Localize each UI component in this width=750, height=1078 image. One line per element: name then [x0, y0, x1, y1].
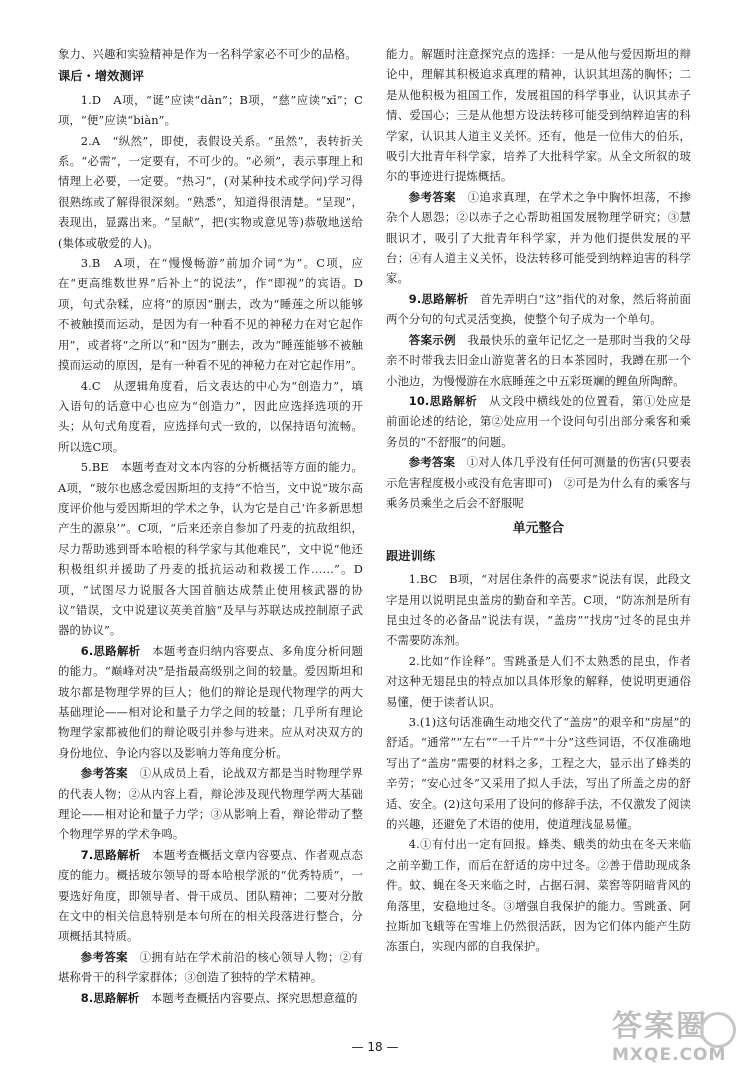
example-answer-label: 答案示例 — [408, 332, 456, 347]
watermark-url: MXQE.COM — [612, 1045, 727, 1065]
watermark-stamp-icon — [700, 1012, 736, 1048]
answer-item-10-analysis: 10.思路解析 从文段中横线处的位置看，第①处应是前面论述的结论，第②处应用一个设问句引出部分乘客和乘务员的“不舒服”的问题。 — [386, 393, 691, 449]
answer-item-1: 1.D A项，“诞”应读“dàn”；B项，“慈”应读“xī”；C项，“便”应读“biàn”。 — [58, 92, 363, 128]
answer-item-6-reference: 参考答案 ①从成员上看，论战双方都是当时物理学界的代表人物；②从内容上看，辩论涉及现代物理学两大基础理论——相对论和量子力学；③从影响上看，辩论带动了整个物理学界的学术争鸣。 — [58, 766, 363, 842]
answer-item-2: 2.A “纵然”，即使，表假设关系。“虽然”，表转折关系。“必需”，一定要有，不可少的。“必须”，表示事理上和情理上必要，一定要。“热习”，(对某种技术或学问)学习得很熟练或了解得很深刻。“熟悉”，知道得很清楚。“呈现”，表现出，显露出来。“呈献”，把(实物或意见等)恭敬地送给(集体或敬爱的人)。 — [58, 133, 363, 250]
answer-item-8-continued: 能力。解题时注意探究点的选择：一是从他与爱因斯坦的辩论中，理解其积极追求真理的精神，认识其坦荡的胸怀；二是从他积极为祖国工作，发展祖国的科学事业，认识其赤子情、爱国心；三是从他想方设法转移可能受到纳粹迫害的科学家，认识其人道主义关怀。还有，他是一位伟大的伯乐，吸引大批青年科学家，培养了大批科学家。从全文所叙的玻尔的事迹进行提炼概括。 — [386, 47, 691, 184]
answer-item-9-example: 答案示例 我最快乐的童年记忆之一是那时当我的父母亲不时带我去旧金山游览著名的日本茶园时，我蹲在那一个小池边，为慢慢游在水底睡莲之中五彩斑斓的鲤鱼所陶醉。 — [386, 332, 691, 388]
answer-item-3: 3.B A项，在“慢慢畅游”前加介词“为”。C项，应在“更高维数世界”后补上“的说法”，作“即视”的宾语。D项，句式杂糅，应将“的原因”删去，改为“睡莲之所以能够不被触摸而运动，是因为有一种看不见的神秘力在对它起作用”，或者将“之所以”和“因为”删去，改为“睡莲能够不被触摸而运动的原因，是有一种看不见的神秘力在对它起作用”。 — [58, 256, 363, 373]
answer-item-7-analysis: 7.思路解析 本题考查概括文章内容要点、作者观点态度的能力。概括玻尔领导的哥本哈根学派的“优秀特质”，一要选好角度，即领导者、骨干成员、团队精神；二要对分散在文中的相关信息特别是本句所在的相关段落进行整合，分项概括其特质。 — [58, 847, 363, 944]
intro-text: 象力、兴趣和实验精神是作为一名科学家必不可少的品格。 — [58, 47, 357, 61]
left-column — [58, 44, 363, 1008]
answer-item-4: 4.C 从逻辑角度看，后文表达的中心为“创造力”，填入语句的话意中心也应为“创造力”，因此应选择选项的开头；从句式角度看，应选择句式一致的，以保持语句流畅。所以选C项。 — [58, 378, 363, 454]
page — [58, 44, 698, 1034]
section-title-follow-up: 跟进训练 — [386, 548, 436, 563]
item-label: 7.思路解析 — [80, 847, 141, 862]
follow-up-item-4: 4.①有付出一定有回报。蜂类、蛾类的幼虫在冬天来临之前辛勤工作，而后在舒适的房中过冬。②善于借助现成条件。蚊、蝇在冬天来临之时，占据石洞、菜窖等阴暗背风的角落里，安稳地过冬。③增强自我保护的能力。雪跳蚤、阿拉斯加飞蛾等在雪堆上仍然很活跃，因为它们体内能产生防冻蛋白，实现内部的自我保护。 — [386, 837, 691, 954]
answer-item-8-analysis: 8.思路解析 本题考查概括内容要点、探究思想意蕴的 — [80, 990, 358, 1005]
reference-answer-label: 参考答案 — [80, 766, 128, 781]
item-label: 9.思路解析 — [408, 291, 469, 306]
answer-item-6-analysis: 6.思路解析 本题考查归纳内容要点、多角度分析问题的能力。“巅峰对决”是指最高级别之间的较量。爱因斯坦和玻尔都是物理学界的巨人；他们的辩论是现代物理学的两大基础理论——相对论和量子力学之间的较量；几乎所有理论物理学家都被他们的辩论吸引并参与进来。应从对决双方的身份地位、争论内容以及影响力等角度分析。 — [58, 643, 363, 760]
follow-up-item-2: 2.比如“作诠释”。雪跳蚤是人们不太熟悉的昆虫，作者对这种无翅昆虫的特点加以具体形象的解释，使说明更通俗易懂，便于读者认识。 — [386, 653, 691, 709]
answer-item-8-reference: 参考答案 ①追求真理，在学术之争中胸怀坦荡，不掺杂个人恩怨；②以赤子之心帮助祖国发展物理学研究；③慧眼识才，吸引了大批青年科学家，并为他们提供发展的平台；④有人道主义关怀，设法转移可能受到纳粹迫害的科学家。 — [386, 189, 691, 286]
page-number: — 18 — — [351, 1040, 399, 1054]
answer-item-9-analysis: 9.思路解析 首先弄明白“这”指代的对象，然后将前面两个分句的句式灵活变换，使整个句子成为一个单句。 — [386, 291, 691, 327]
answer-item-7-reference: 参考答案 ①拥有站在学术前沿的核心领导人物；②有堪称骨干的科学家群体；③创造了独特的学术精神。 — [58, 949, 363, 985]
watermark-logo — [612, 1010, 742, 1072]
follow-up-item-1: 1.BC B项，“对居住条件的高要求”说法有误，此段文字是用以说明昆虫盖房的勤奋和辛苦。C项，“防冻剂是所有昆虫过冬的必备品”说法有误，“盖房”“找房”过冬的昆虫并不需要防冻剂。 — [386, 572, 691, 648]
follow-up-item-3: 3.(1)这句话准确生动地交代了“盖房”的艰辛和“房屋”的舒适。“通常”“左右”“一千片”“十分”这些词语，不仅准确地写出了“盖房”需要的材料之多，工程之大，显示出了蜂类的辛劳；“安心过冬”又采用了拟人手法，写出了所盖之房的舒适、安全。(2)这句采用了设问的修辞手法，不仅激发了阅读的兴趣，还避免了术语的使用，使道理浅显易懂。 — [386, 715, 691, 832]
watermark-title: 答案圈 — [612, 1009, 708, 1044]
reference-answer-label: 参考答案 — [80, 949, 128, 964]
item-label: 6.思路解析 — [80, 643, 141, 658]
item-label: 8.思路解析 — [80, 990, 140, 1005]
right-column — [386, 44, 691, 957]
section-title-homework: 课后・增效测评 — [58, 69, 145, 84]
unit-summary-title: 单元整合 — [512, 521, 565, 537]
item-label: 10.思路解析 — [408, 393, 478, 408]
reference-answer-label: 参考答案 — [408, 189, 456, 204]
reference-answer-label: 参考答案 — [408, 455, 456, 470]
answer-item-5: 5.BE 本题考查对文本内容的分析概括等方面的能力。A项，“玻尔也感念爱因斯坦的支持”不恰当，文中说“玻尔高度评价他与爱因斯坦的学术之争，认为它是自己‘许多新思想产生的源泉’”。C项，“后来还亲自参加了丹麦的抗敌组织，尽力帮助逃到哥本哈根的科学家与其他难民”，文中说“他还积极组织并援助了丹麦的抵抗运动和救援工作……”。D项，“试图尽力说服各大国首脑达成禁止使用核武器的协议”错误，文中说建议英美首脑“及早与苏联达成控制原子武器的协议”。 — [58, 460, 363, 638]
answer-item-10-reference: 参考答案 ①对人体几乎没有任何可测量的伤害(只要表示危害程度极小或没有危害即可) ②可是为什么有的乘客与乘务员乘坐之后会不舒服呢 — [386, 455, 691, 510]
